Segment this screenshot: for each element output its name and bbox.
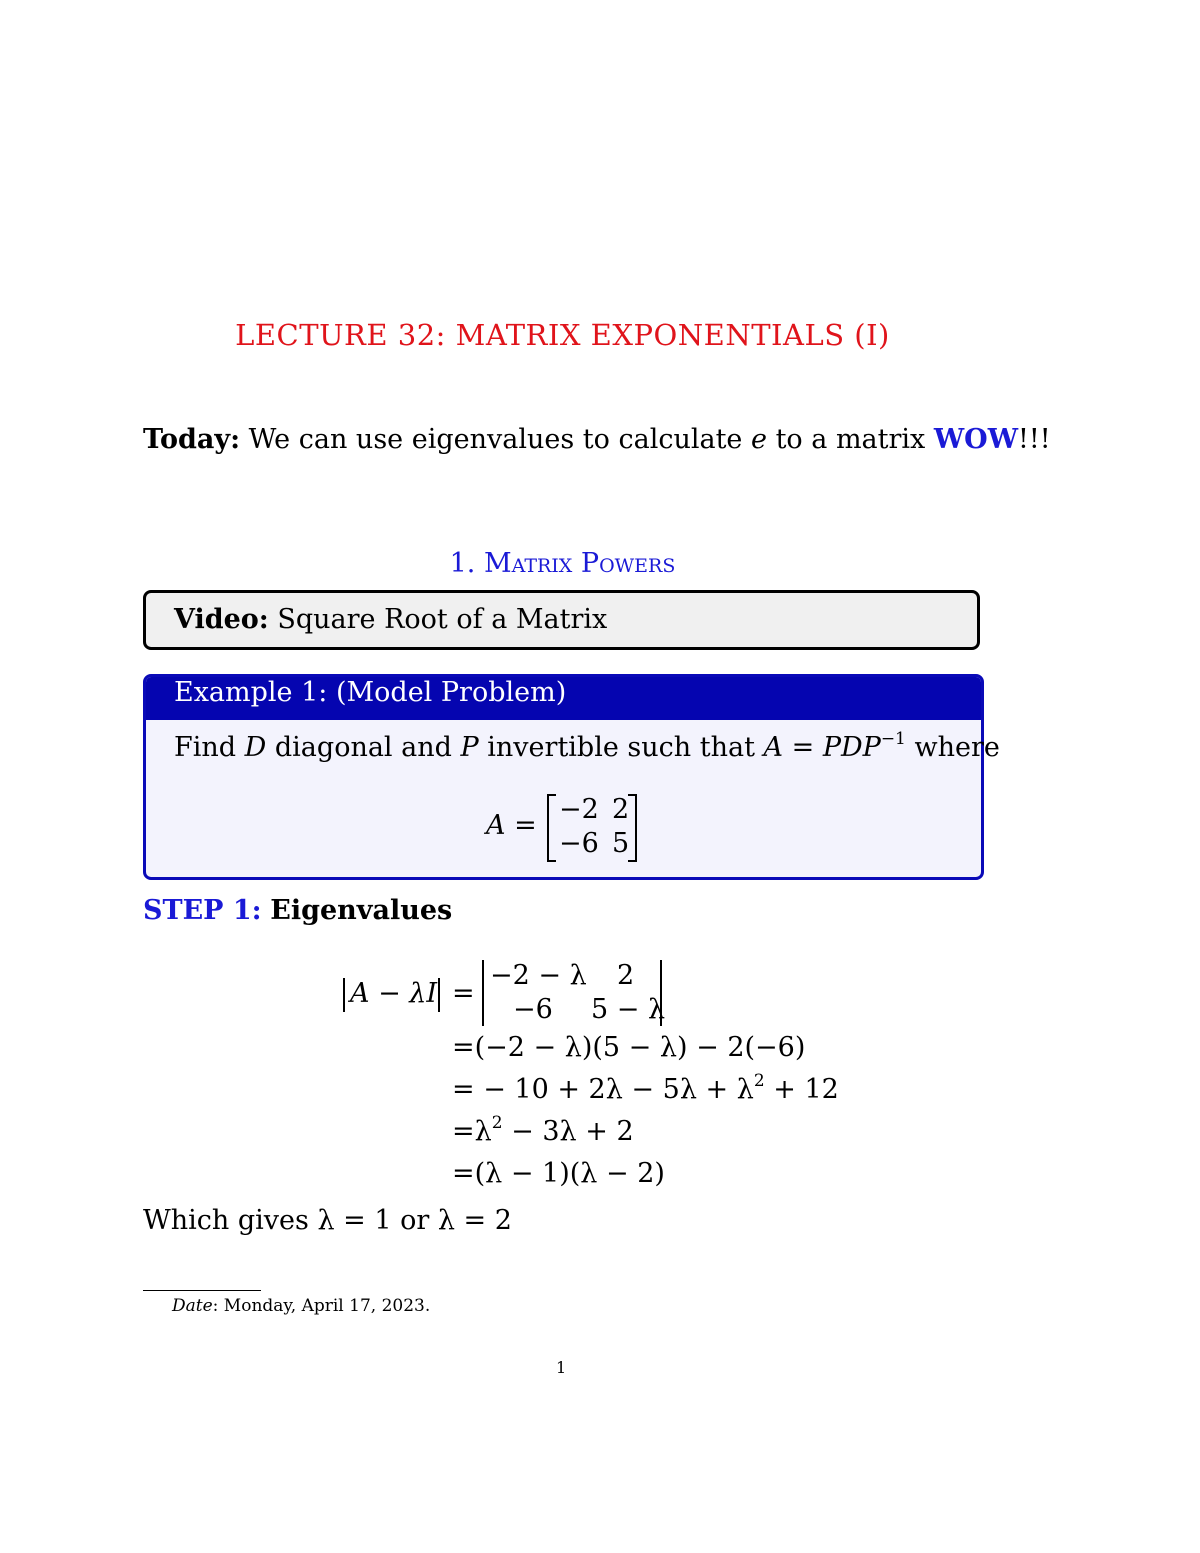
matrix-cell: 5: [612, 828, 630, 859]
section-title: Matrix Powers: [483, 548, 676, 579]
where-text: where: [914, 732, 1000, 763]
equation-pdp: A = PDP: [763, 732, 881, 763]
conclusion-text: Which gives λ = 1 or λ = 2: [143, 1205, 512, 1236]
diag-text: diagonal and: [274, 732, 452, 763]
matrix-bracket-left: [547, 794, 556, 862]
var-d: D: [244, 732, 267, 763]
footnote-rule: [143, 1290, 261, 1291]
matrix-cell: 2: [612, 794, 630, 825]
det-cell: 2: [617, 960, 635, 991]
example-statement: [174, 729, 1000, 763]
det-bar: [482, 960, 484, 1026]
page-number: 1: [556, 1358, 567, 1377]
matrix-cell: −2: [559, 794, 599, 825]
matrix-bracket-right: [628, 794, 637, 862]
footnote-label: Date: [172, 1296, 213, 1316]
det-lhs: [350, 978, 437, 1009]
det-line: $=\lambda^2 - 3\lambda + 2$: [452, 1113, 634, 1147]
step1-title: Eigenvalues: [270, 895, 453, 926]
e-symbol: e: [751, 424, 767, 455]
section-heading: [0, 548, 1125, 579]
section-number: 1.: [449, 548, 476, 579]
find-text: Find: [174, 732, 237, 763]
matrix-lhs: [486, 810, 537, 841]
today-text: We can use eigenvalues to calculate: [248, 424, 743, 455]
det-line: =(λ − 1)(λ − 2): [452, 1158, 665, 1189]
matrix-cell: −6: [559, 828, 599, 859]
example-title: Example 1: (Model Problem): [174, 677, 567, 708]
video-label: Video:: [174, 604, 269, 635]
footnote: [172, 1296, 430, 1316]
det-eq: =: [452, 978, 475, 1009]
inv-text: invertible such that: [487, 732, 755, 763]
det-bar: [438, 978, 440, 1012]
today-line: [143, 424, 1051, 455]
video-title: Square Root of a Matrix: [277, 604, 608, 635]
inverse-sup: −1: [880, 729, 906, 749]
det-lhs-text: A − λI: [350, 978, 438, 1009]
det-cell: 5 − λ: [591, 994, 666, 1025]
video-line[interactable]: [174, 604, 607, 635]
step1-heading: [143, 895, 452, 926]
footnote-text: : Monday, April 17, 2023.: [212, 1296, 431, 1316]
det-cell: −6: [513, 994, 553, 1025]
today-label: Today:: [143, 424, 241, 455]
exclaim-text: !!!: [1018, 424, 1051, 455]
det-bar: [343, 978, 345, 1012]
page-title: LECTURE 32: MATRIX EXPONENTIALS (I): [235, 318, 890, 352]
step1-label: STEP 1:: [143, 895, 262, 926]
det-line: =(−2 − λ)(5 − λ) − 2(−6): [452, 1032, 806, 1063]
det-line: = − $10 + 2\lambda - 5\lambda + \lambda^2 + 12$: [452, 1071, 839, 1105]
wow-text: WOW: [933, 424, 1019, 455]
matrix-lhs-text: A =: [486, 810, 537, 841]
today-text-2: to a matrix: [775, 424, 926, 455]
det-cell: −2 − λ: [490, 960, 587, 991]
var-p: P: [460, 732, 479, 763]
